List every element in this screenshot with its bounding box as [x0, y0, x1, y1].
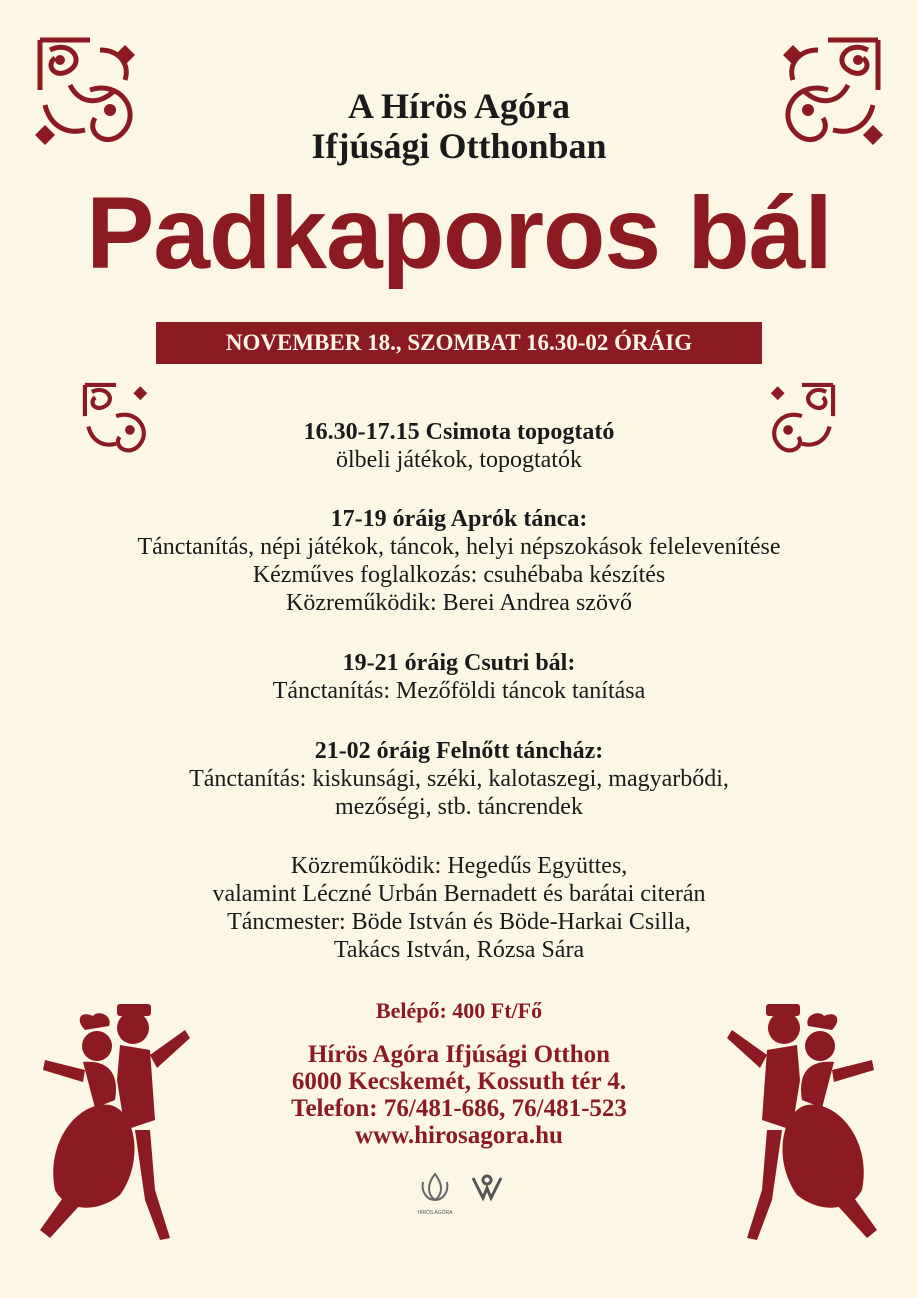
venue-heading [0, 86, 918, 166]
venue-line-2: Ifjúsági Otthonban [311, 126, 607, 166]
program-item-line: Közreműködik: Berei Andrea szövő [286, 590, 632, 616]
program-item-line: Kézműves foglalkozás: csuhébaba készítés [252, 562, 666, 588]
venue-name: Hírös Agóra Ifjúsági Otthon [307, 1041, 611, 1068]
event-title: Padkaporos bál [86, 176, 832, 290]
program-item-line: Tánctanítás, népi játékok, táncok, helyi népszokások felelevenítése [137, 534, 781, 560]
credits [0, 852, 918, 964]
program-item-line: mezőségi, stb. táncrendek [335, 794, 583, 820]
program-item-heading: 21-02 óráig Felnőtt táncház: [314, 738, 604, 764]
dancing-couple-left-illustration [25, 990, 195, 1250]
date-banner: NOVEMBER 18., SZOMBAT 16.30-02 ÓRÁIG [156, 322, 762, 364]
venue-line-1: A Hírös Agóra [348, 86, 570, 126]
credits-line: Táncmester: Böde István és Böde-Harkai Csilla, [227, 909, 691, 935]
program-item-2 [0, 505, 918, 617]
website-link[interactable]: www.hirosagora.hu [355, 1122, 563, 1149]
program-item-3 [0, 649, 918, 705]
program-item-1 [0, 418, 918, 474]
phone: Telefon: 76/481-686, 76/481-523 [291, 1095, 627, 1122]
program-item-heading: 17-19 óráig Aprók tánca: [330, 506, 588, 532]
program-item-heading: 19-21 óráig Csutri bál: [342, 650, 576, 676]
program-item-line: Tánctanítás: Mezőföldi táncok tanítása [272, 678, 646, 704]
address: 6000 Kecskemét, Kossuth tér 4. [291, 1068, 627, 1095]
program-item-heading: 16.30-17.15 Csimota topogtató [303, 419, 615, 445]
program-item-line: Tánctanítás: kiskunsági, széki, kalotaszegi, magyarbődi, [189, 766, 729, 792]
program-item-line: ölbeli játékok, topogtatók [336, 447, 582, 473]
hiros-agora-logo [413, 1168, 457, 1212]
credits-line: Takács István, Rózsa Sára [333, 937, 585, 963]
entry-price: Belépő: 400 Ft/Fő [375, 998, 543, 1023]
program-item-4 [0, 737, 918, 821]
credits-line: Közreműködik: Hegedűs Együttes, [290, 853, 628, 879]
partner-logo [465, 1168, 509, 1212]
hiros-agora-logo-text: HÍRÖS AGÓRA [417, 1210, 453, 1216]
credits-line: valamint Léczné Urbán Bernadett és barátai citerán [212, 881, 706, 907]
dancing-couple-right-illustration [722, 990, 892, 1250]
